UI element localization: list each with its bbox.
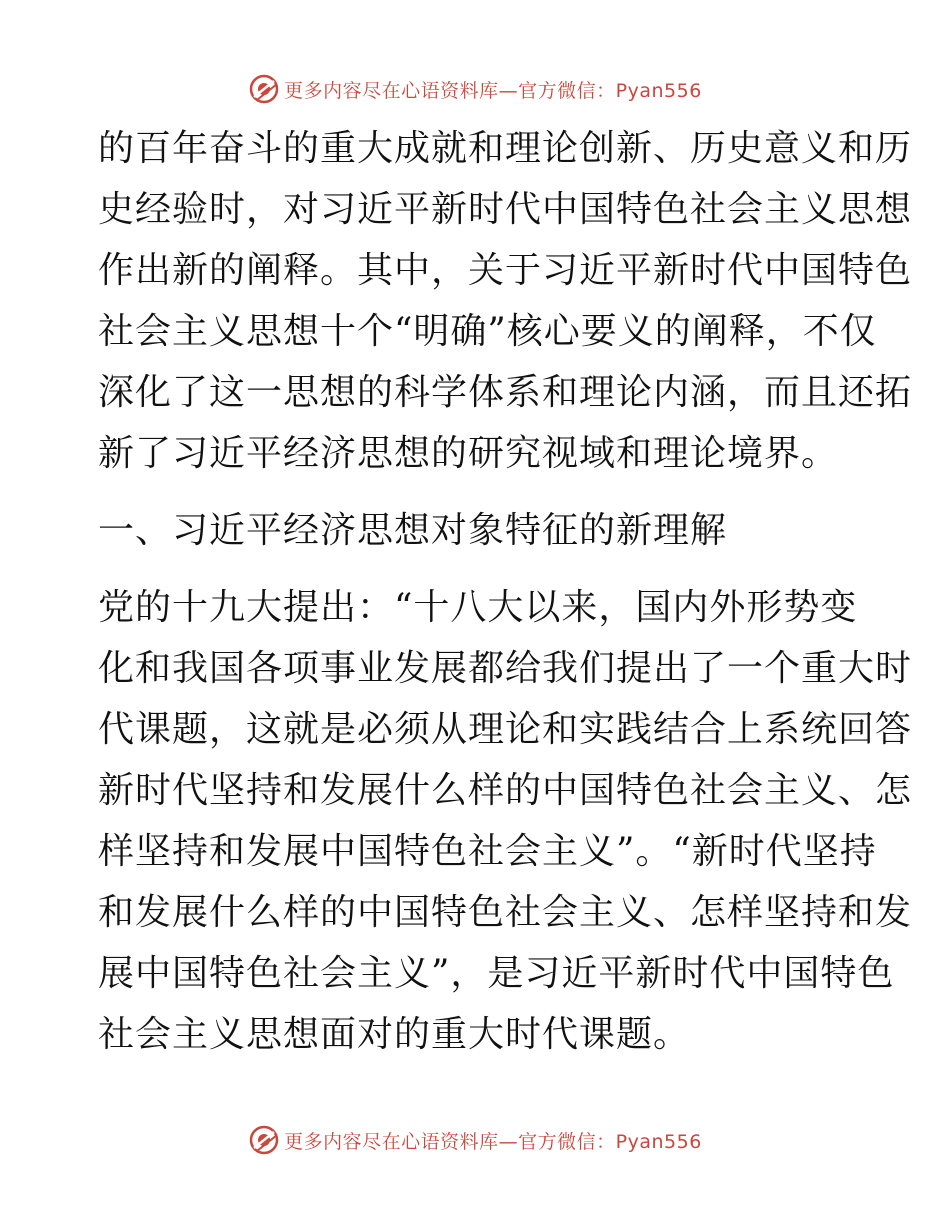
logo-icon	[248, 1124, 280, 1156]
text-line: 深化了这一思想的科学体系和理论内涵，而且还拓	[98, 372, 913, 413]
footer-watermark	[0, 1123, 950, 1157]
section-heading	[98, 500, 858, 561]
text-line: 展中国特色社会主义”，是习近平新时代中国特色	[98, 953, 895, 994]
text-line: 和发展什么样的中国特色社会主义、怎样坚持和发	[98, 892, 913, 933]
header-watermark	[0, 72, 950, 106]
document-body	[98, 118, 913, 1065]
text-line: 的百年奋斗的重大成就和理论创新、历史意义和历	[98, 128, 913, 169]
text-line: 社会主义思想面对的重大时代课题。	[98, 1014, 691, 1055]
text-line: 代课题，这就是必须从理论和实践结合上系统回答	[98, 709, 913, 750]
text-line: 新时代坚持和发展什么样的中国特色社会主义、怎	[98, 770, 913, 811]
footer-watermark-text: 更多内容尽在心语资料库—官方微信：Pyan556	[284, 1130, 702, 1153]
text-line: 史经验时，对习近平新时代中国特色社会主义思想	[98, 189, 913, 230]
text-line: 作出新的阐释。其中，关于习近平新时代中国特色	[98, 250, 913, 291]
text-line: 党的十九大提出：“十八大以来，国内外形势变	[98, 587, 858, 628]
heading-line: 一、习近平经济思想对象特征的新理解	[98, 510, 728, 551]
text-line: 社会主义思想十个“明确”核心要义的阐释，不仅	[98, 311, 877, 352]
logo-icon	[248, 73, 280, 105]
header-watermark-text: 更多内容尽在心语资料库—官方微信：Pyan556	[284, 79, 702, 102]
paragraph-body	[98, 577, 913, 1065]
text-line: 化和我国各项事业发展都给我们提出了一个重大时	[98, 648, 913, 689]
paragraph-intro	[98, 118, 913, 484]
text-line: 样坚持和发展中国特色社会主义”。“新时代坚持	[98, 831, 877, 872]
text-line: 新了习近平经济思想的研究视域和理论境界。	[98, 433, 839, 474]
